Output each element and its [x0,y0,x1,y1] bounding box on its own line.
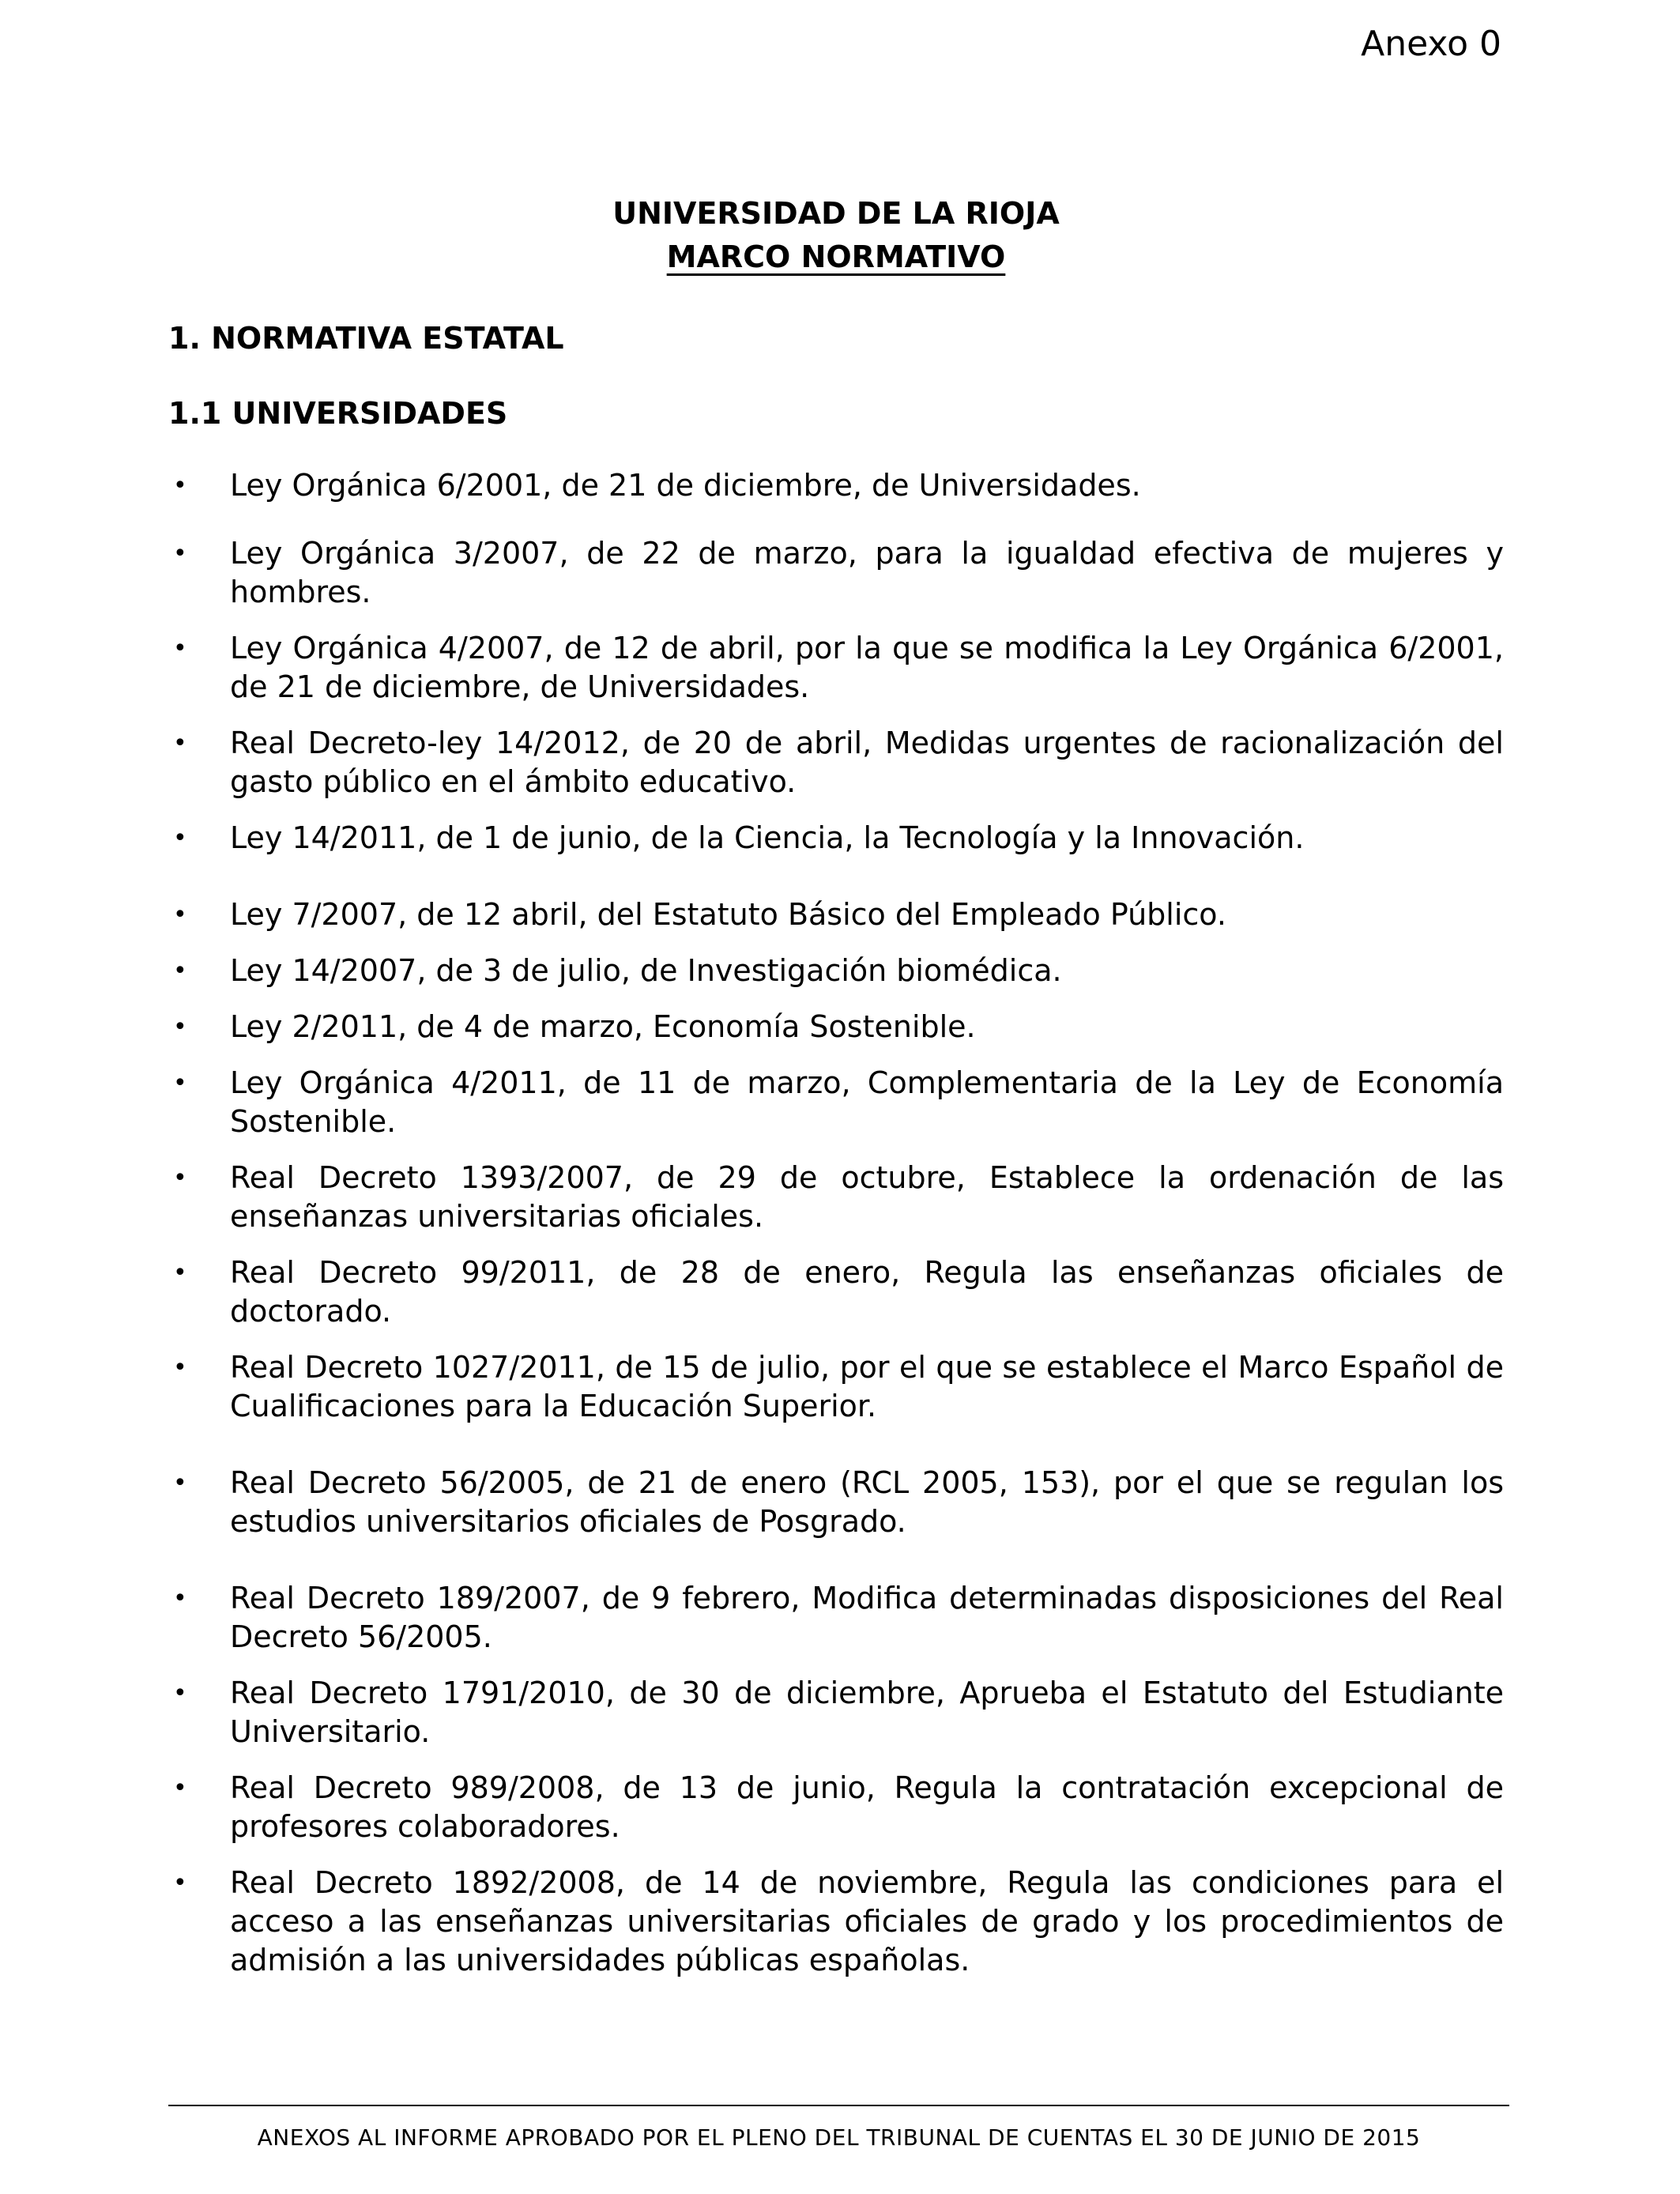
bullet-icon: • [173,1013,187,1041]
list-item-text: Ley Orgánica 4/2007, de 12 de abril, por la que se modifica la Ley Orgánica 6/2001, de 21 de diciembre, de Universidades. [230,631,1504,704]
list-item [168,1064,1504,1141]
list-item [168,629,1504,707]
bullet-icon: • [173,1774,187,1802]
list-item-text: Real Decreto 99/2011, de 28 de enero, Regula las enseñanzas oficiales de doctorado. [230,1255,1504,1329]
list-item-text: Ley 14/2007, de 3 de julio, de Investigación biomédica. [230,953,1062,988]
list-item [168,1253,1504,1331]
bullet-icon: • [173,635,187,662]
law-list [168,466,1504,1980]
bullet-icon: • [173,901,187,929]
list-item-text: Real Decreto 189/2007, de 9 febrero, Modifica determinadas disposiciones del Real Decreto 56/2005. [230,1581,1504,1654]
bullet-icon: • [173,729,187,757]
list-item-text: Ley Orgánica 4/2011, de 11 de marzo, Complementaria de la Ley de Economía Sostenible. [230,1065,1504,1139]
bullet-icon: • [173,824,187,852]
list-item [168,1464,1504,1541]
list-item [168,1348,1504,1426]
list-item-text: Real Decreto 1027/2011, de 15 de julio, por el que se establece el Marco Español de Cualificaciones para la Educación Superior. [230,1350,1504,1423]
list-item [168,1674,1504,1751]
list-item-text: Real Decreto 1791/2010, de 30 de diciembre, Aprueba el Estatuto del Estudiante Universitario. [230,1676,1504,1749]
document-header [168,192,1504,279]
bullet-icon: • [173,1869,187,1897]
bullet-icon: • [173,957,187,985]
list-item [168,1864,1504,1980]
list-item-text: Real Decreto 1393/2007, de 29 de octubre, Establece la ordenación de las enseñanzas universitarias oficiales. [230,1160,1504,1234]
subsection-heading: 1.1 UNIVERSIDADES [168,396,508,431]
list-item-text: Ley 2/2011, de 4 de marzo, Economía Sostenible. [230,1009,976,1044]
list-item-text: Real Decreto 1892/2008, de 14 de noviembre, Regula las condiciones para el acceso a las enseñanzas universitarias oficiales de grado y los procedimientos de admisión a las universidades públicas españolas. [230,1865,1504,1977]
list-item-text: Real Decreto 56/2005, de 21 de enero (RCL 2005, 153), por el que se regulan los estudios universitarios oficiales de Posgrado. [230,1465,1504,1539]
list-item-text: Ley 7/2007, de 12 abril, del Estatuto Básico del Empleado Público. [230,897,1226,932]
list-item [168,819,1504,858]
list-item [168,1769,1504,1846]
bullet-icon: • [173,1164,187,1192]
bullet-icon: • [173,1354,187,1382]
list-item-text: Real Decreto 989/2008, de 13 de junio, Regula la contratación excepcional de profesores colaboradores. [230,1770,1504,1844]
list-item [168,952,1504,990]
bullet-icon: • [173,1469,187,1497]
page-footer: ANEXOS AL INFORME APROBADO POR EL PLENO DEL TRIBUNAL DE CUENTAS EL 30 DE JUNIO DE 2015 [257,2124,1421,2151]
list-item [168,724,1504,801]
bullet-icon: • [173,472,187,499]
list-item-text: Real Decreto-ley 14/2012, de 20 de abril, Medidas urgentes de racionalización del gasto público en el ámbito educativo. [230,726,1504,799]
list-item-text: Ley 14/2011, de 1 de junio, de la Ciencia, la Tecnología y la Innovación. [230,820,1305,855]
bullet-icon: • [173,1585,187,1612]
list-item [168,1008,1504,1046]
list-item [168,534,1504,612]
list-item [168,466,1504,505]
list-item [168,1579,1504,1657]
section-heading: 1. NORMATIVA ESTATAL [168,321,564,356]
list-item [168,895,1504,934]
document-title: UNIVERSIDAD DE LA RIOJA [612,196,1060,231]
bullet-icon: • [173,1259,187,1287]
list-item-text: Ley Orgánica 6/2001, de 21 de diciembre, de Universidades. [230,468,1141,503]
footer-divider [168,2105,1509,2106]
list-item-text: Ley Orgánica 3/2007, de 22 de marzo, para la igualdad efectiva de mujeres y hombres. [230,536,1504,609]
bullet-icon: • [173,540,187,567]
list-item [168,1159,1504,1236]
bullet-icon: • [173,1069,187,1097]
page-label: Anexo 0 [1361,24,1501,64]
bullet-icon: • [173,1679,187,1707]
document-subtitle: MARCO NORMATIVO [666,239,1006,274]
